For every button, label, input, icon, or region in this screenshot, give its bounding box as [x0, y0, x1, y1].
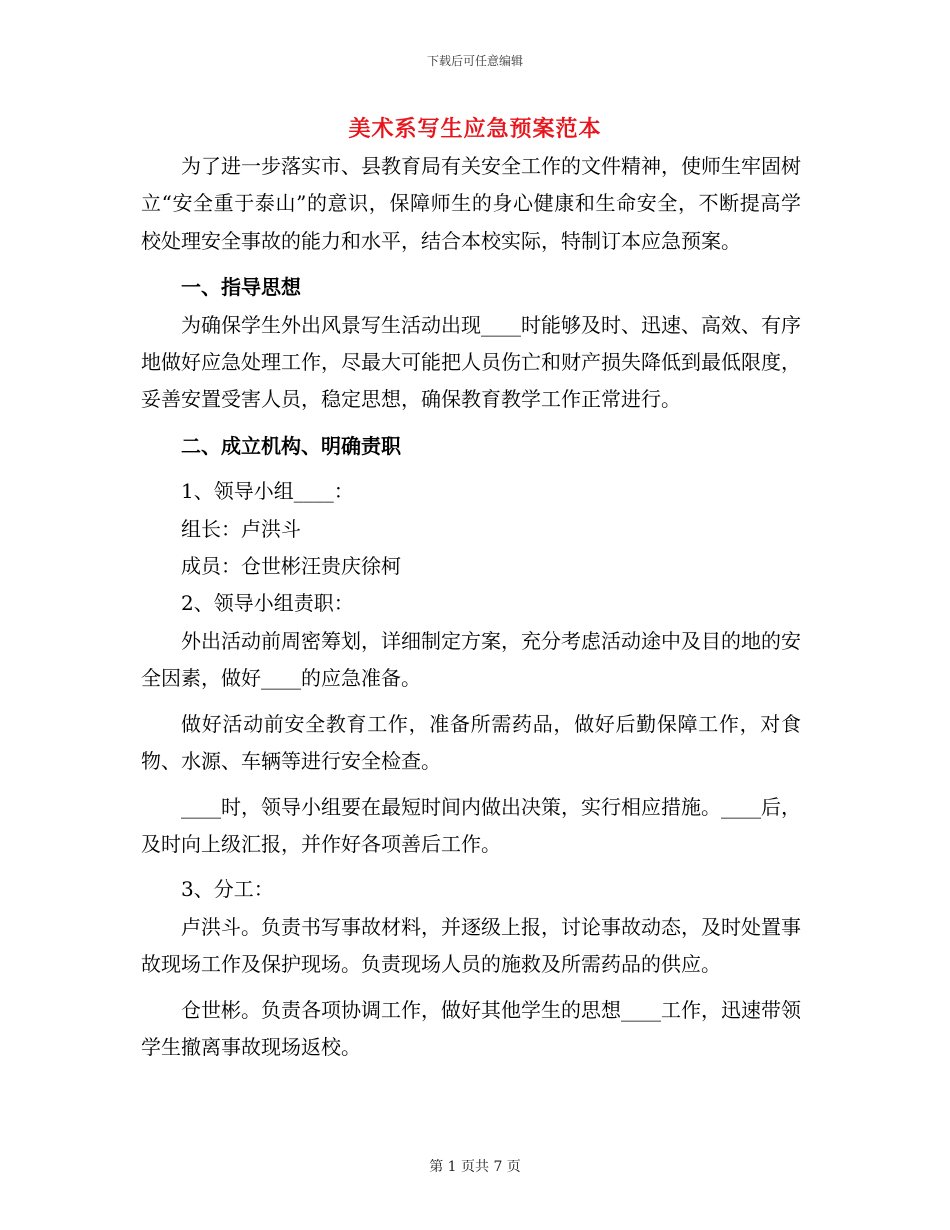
duty-paragraph-2: 做好活动前安全教育工作，准备所需药品，做好后勤保障工作，对食物、水源、车辆等进行安全检查。	[141, 711, 801, 774]
duty-paragraph-1: 外出活动前周密筹划，详细制定方案，充分考虑活动途中及目的地的安全因素，做好____的应急准备。	[141, 628, 801, 691]
division-paragraph-2: 仓世彬。负责各项协调工作，做好其他学生的思想____工作，迅速带领学生撤离事故现场返校。	[141, 997, 801, 1059]
page-number: 第 1 页共 7 页	[429, 1159, 521, 1175]
duty-paragraph-3: ____时，领导小组要在最短时间内做出决策，实行相应措施。____后，及时向上级汇报，并作好各项善后工作。	[141, 794, 801, 856]
group-leader-line: 组长：卢洪斗	[181, 516, 301, 541]
intro-paragraph: 为了进一步落实市、县教育局有关安全工作的文件精神，使师生牢固树立“安全重于泰山”的意识，保障师生的身心健康和生命安全，不断提高学校处理安全事故的能力和水平，结合本校实际，特制订本应急预案。	[141, 154, 801, 253]
guiding-thought-paragraph: 为确保学生外出风景写生活动出现____时能够及时、迅速、高效、有序地做好应急处理工作，尽最大可能把人员伤亡和财产损失降低到最低限度，妥善安置受害人员，稳定思想，确保教育教学工作正常进行。	[141, 312, 801, 412]
section-heading-guiding-thought: 一、指导思想	[181, 275, 301, 300]
duties-title: 2、领导小组责职：	[181, 591, 354, 616]
header-note: 下载后可任意编辑	[426, 54, 523, 68]
group-members-line: 成员：仓世彬汪贵庆徐柯	[181, 554, 401, 579]
division-title: 3、分工：	[181, 877, 274, 902]
leading-group-title: 1、领导小组____：	[181, 479, 354, 504]
document-body	[141, 148, 801, 1066]
division-paragraph-1: 卢洪斗。负责书写事故材料，并逐级上报，讨论事故动态，及时处置事故现场工作及保护现场。负责现场人员的施救及所需药品的供应。	[141, 914, 801, 977]
document-title: 美术系写生应急预案范本	[348, 116, 602, 142]
section-heading-organization: 二、成立机构、明确责职	[181, 433, 401, 458]
